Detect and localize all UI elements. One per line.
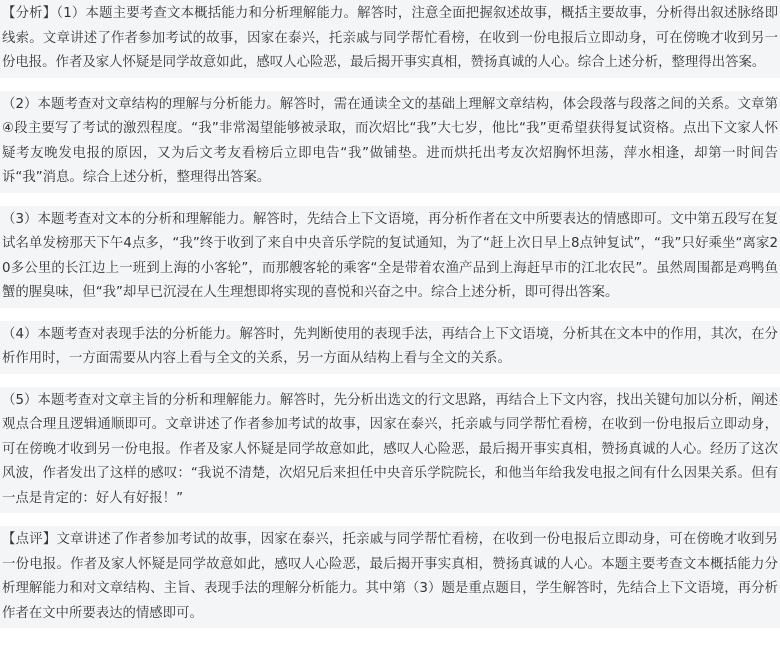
analysis-tag: 【分析】	[2, 6, 57, 21]
comment-tag: 【点评】	[2, 532, 57, 547]
paragraph-text: （3）本题考查对文本的分析和理解能力。解答时，先结合上下文语境，再分析作者在文中所要表达的情感即可。文中第五段写在复试名单发榜那天下午4点多，“我”终于收到了来自中央音乐学院的复试通知，为了“赶上次日早上8点钟复试”，“我”只好乘坐“离家20多公里的长江边上一班到上海的小客轮”，而那艘客轮的乘客“全是带着农渔产品到上海赶早市的江北农民”。虽然周围都是鸡鸭鱼蟹的腥臭味，但“我”却早已沉浸在人生理想即将实现的喜悦和兴奋之中。综合上述分析，即可得出答案。	[2, 211, 778, 300]
paragraph-text: 文章讲述了作者参加考试的故事，因家在泰兴，托亲戚与同学帮忙看榜，在收到一份电报后立即动身，可在傍晚才收到另一份电报。作者及家人怀疑是同学故意如此，感叹人心险恶，最后揭开事实真相，赞扬真诚的人心。本题主要考查文本概括能力分析理解能力和对文章结构、主旨、表现手法的理解分析能力。其中第（3）题是重点题目，学生解答时，先结合上下文语境，再分析作者在文中所要表达的情感即可。	[2, 532, 779, 621]
analysis-paragraph-3	[0, 206, 780, 308]
analysis-paragraph-5	[0, 387, 780, 514]
paragraph-text: （5）本题考查对文章主旨的分析和理解能力。解答时，先分析出选文的行文思路，再结合上下文内容，找出关键句加以分析，阐述观点合理且逻辑通顺即可。文章讲述了作者参加考试的故事，因家在泰兴，托亲戚与同学帮忙看榜，在收到一份电报后立即动身，可在傍晚才收到另一份电报。作者及家人怀疑是同学故意如此，感叹人心险恶，最后揭开事实真相，赞扬真诚的人心。经历了这次风波，作者发出了这样的感叹：“我说不清楚，次炤兄后来担任中央音乐学院院长，和他当年给我发电报之间有什么因果关系。但有一点是肯定的：好人有好报！”	[2, 392, 778, 506]
comment-paragraph	[0, 526, 780, 628]
paragraph-text: （1）本题主要考查文本概括能力和分析理解能力。解答时，注意全面把握叙述故事，概括主要故事，分析得出叙述脉络即线索。文章讲述了作者参加考试的故事，因家在泰兴，托亲戚与同学帮忙看榜，在收到一份电报后立即动身，可在傍晚才收到另一份电报。作者及家人怀疑是同学故意如此，感叹人心险恶，最后揭开事实真相，赞扬真诚的人心。综合上述分析，整理得出答案。	[2, 6, 778, 70]
analysis-paragraph-4	[0, 321, 780, 374]
paragraph-text: （2）本题考查对文章结构的理解与分析能力。解答时，需在通读全文的基础上理解文章结构，体会段落与段落之间的关系。文章第④段主要写了考试的激烈程度。“我”非常渴望能够被录取，而次炤比“我”大七岁，他比“我”更希望获得复试资格。点出下文家人怀疑考友晚发电报的原因，又为后文考友看榜后立即电告“我”做铺垫。进而烘托出考友次炤胸怀坦荡，萍水相逢，却第一时间告诉“我”消息。综合上述分析，整理得出答案。	[2, 96, 778, 185]
paragraph-text: （4）本题考查对表现手法的分析能力。解答时，先判断使用的表现手法，再结合上下文语境，分析其在文本中的作用，其次，在分析作用时，一方面需要从内容上看与全文的关系，另一方面从结构上看与全文的关系。	[2, 326, 778, 366]
analysis-paragraph-1	[0, 0, 780, 78]
analysis-paragraph-2	[0, 91, 780, 193]
